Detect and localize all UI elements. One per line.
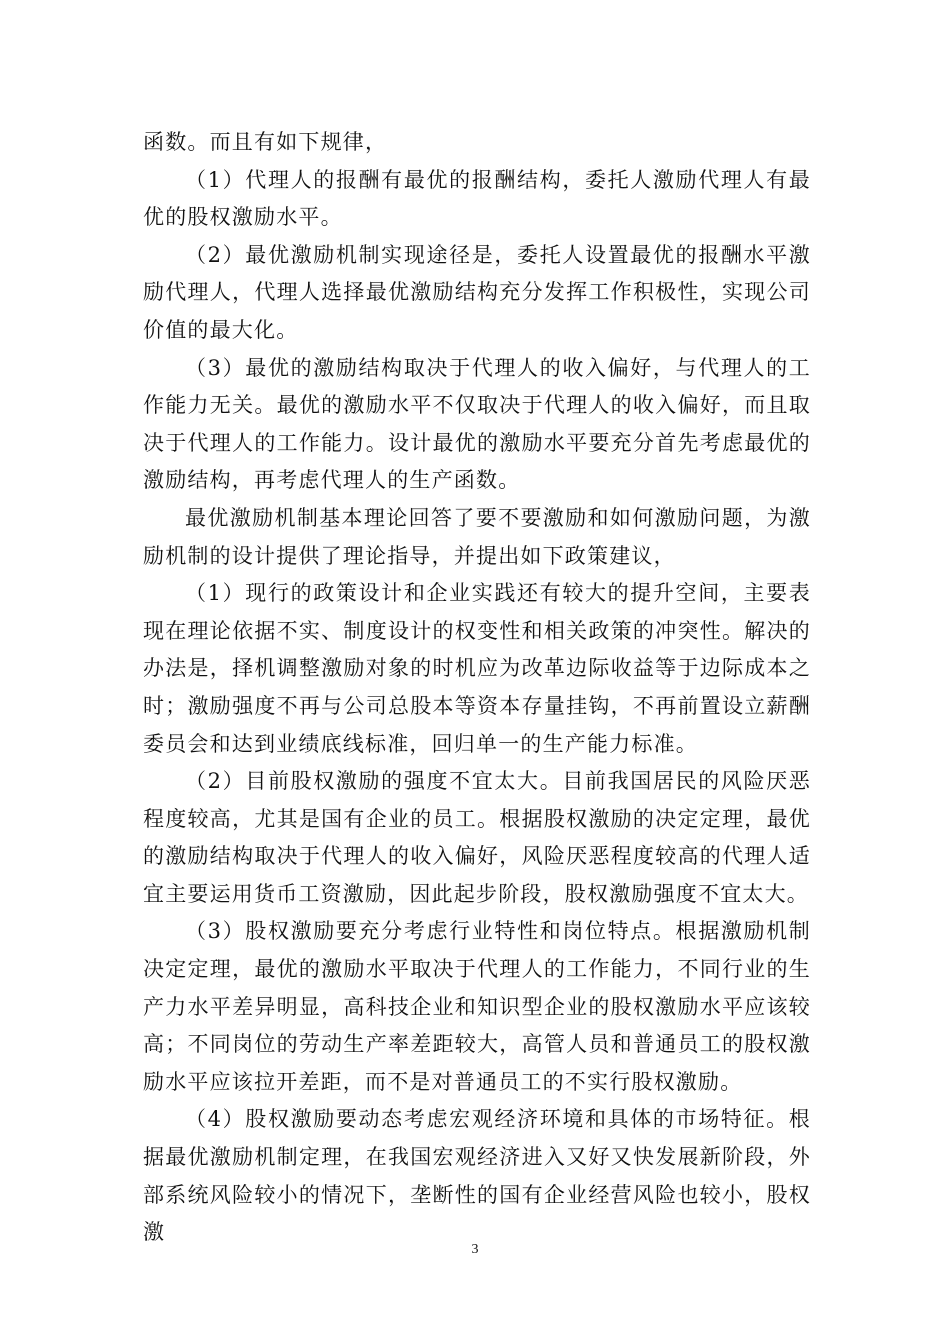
body-text (143, 124, 811, 1252)
paragraph-8: （3）股权激励要充分考虑行业特性和岗位特点。根据激励机制决定定理，最优的激励水平取决于代理人的工作能力，不同行业的生产力水平差异明显，高科技企业和知识型企业的股权激励水平应该较高；不同岗位的劳动生产率差距较大，高管人员和普通员工的股权激励水平应该拉开差距，而不是对普通员工的不实行股权激励。 (143, 919, 811, 1094)
paragraph-1: 函数。而且有如下规律， (143, 130, 388, 154)
paragraph-6: （1）现行的政策设计和企业实践还有较大的提升空间，主要表现在理论依据不实、制度设计的权变性和相关政策的冲突性。解决的办法是，择机调整激励对象的时机应为改革边际收益等于边际成本之时；激励强度不再与公司总股本等资本存量挂钩，不再前置设立薪酬委员会和达到业绩底线标准，回归单一的生产能力标准。 (143, 581, 811, 756)
paragraph-2: （1）代理人的报酬有最优的报酬结构，委托人激励代理人有最优的股权激励水平。 (143, 167, 811, 230)
paragraph-7: （2）目前股权激励的强度不宜太大。目前我国居民的风险厌恶程度较高，尤其是国有企业的员工。根据股权激励的决定定理，最优的激励结构取决于代理人的收入偏好，风险厌恶程度较高的代理人适宜主要运用货币工资激励，因此起步阶段，股权激励强度不宜太大。 (143, 769, 811, 906)
paragraph-4: （3）最优的激励结构取决于代理人的收入偏好，与代理人的工作能力无关。最优的激励水平不仅取决于代理人的收入偏好，而且取决于代理人的工作能力。设计最优的激励水平要充分首先考虑最优的激励结构，再考虑代理人的生产函数。 (143, 355, 811, 493)
paragraph-3: （2）最优激励机制实现途径是，委托人设置最优的报酬水平激励代理人，代理人选择最优激励结构充分发挥工作积极性，实现公司价值的最大化。 (143, 242, 811, 342)
paragraph-5: 最优激励机制基本理论回答了要不要激励和如何激励问题，为激励机制的设计提供了理论指导，并提出如下政策建议， (143, 505, 811, 568)
paragraph-9: （4）股权激励要动态考虑宏观经济环境和具体的市场特征。根据最优激励机制定理，在我国宏观经济进入又好又快发展新阶段，外部系统风险较小的情况下，垄断性的国有企业经营风险也较小，股权激 (143, 1107, 811, 1245)
page-number: 3 (471, 1242, 479, 1257)
